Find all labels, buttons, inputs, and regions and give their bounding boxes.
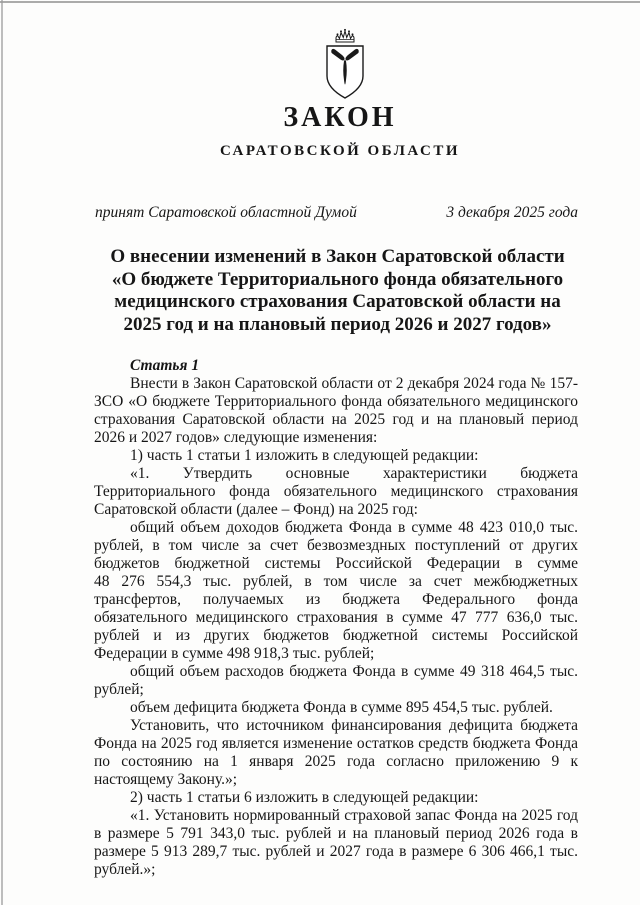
law-heading: ЗАКОН [283,102,397,133]
law-paragraph: объем дефицита бюджета Фонда в сумме 895 454,5 тыс. рублей. [130,699,553,716]
law-paragraph: 1) часть 1 статьи 1 изложить в следующей редакции: [130,447,479,464]
saratov-coat-of-arms-icon [322,27,368,101]
adoption-date: 3 декабря 2025 года [446,204,578,221]
law-paragraph: общий объем расходов бюджета Фонда в сумме 49 318 464,5 тыс. рублей; [94,663,578,698]
scan-edge-top [0,1,640,3]
law-paragraph: Статья 1 [130,357,200,374]
law-paragraph: «1. Установить нормированный страховой запас Фонда на 2025 год в размере 5 791 343,0 тыс. рублей и на плановый период 2026 года в размере 5 913 289,7 тыс. рублей и 2027 года в размере 6 306 466,1 тыс. рублей.»; [94,807,578,878]
law-title-line: медицинского страхования Саратовской области на [114,291,561,312]
law-paragraph: Установить, что источником финансирования дефицита бюджета Фонда на 2025 год является изменение остатков средств бюджета Фонда по состоянию на 1 января 2025 года согласно приложению 9 к настоящему Закону.»; [94,717,578,788]
law-title-line: О внесении изменений в Закон Саратовской области [110,246,565,267]
scan-edge-left [1,0,3,905]
law-paragraph: Внести в Закон Саратовской области от 2 декабря 2024 года № 157-ЗСО «О бюджете Территориального фонда обязательного медицинского страхования Саратовской области на 2025 год и на плановый период 2026 и 2027 годов» следующие изменения: [94,375,578,446]
law-body [94,357,578,879]
law-paragraph: 2) часть 1 статьи 6 изложить в следующей редакции: [130,789,479,806]
law-title-line: «О бюджете Территориального фонда обязательного [111,268,564,290]
region-subheading: САРАТОВСКОЙ ОБЛАСТИ [219,143,461,159]
law-paragraph: общий объем доходов бюджета Фонда в сумме 48 423 010,0 тыс. рублей, в том числе за счет безвозмездных поступлений от других бюджетов бюджетной системы Российской Федерации в сумме 48 276 554,3 тыс. рублей, в том числе за счет межбюджетных трансфертов, получаемых из бюджета Федерального фонда обязательного медицинского страхования в сумме 47 777 636,0 тыс. рублей и из других бюджетов бюджетной системы Российской Федерации в сумме 498 918,3 тыс. рублей; [94,519,578,662]
law-paragraph: «1. Утвердить основные характеристики бюджета Территориального фонда обязательного медицинского страхования Саратовской области (далее – Фонд) на 2025 год: [94,465,578,518]
law-title-line: 2025 год и на плановый период 2026 и 2027 годов» [123,313,552,335]
law-title [60,246,615,336]
adopted-by-label: принят Саратовской областной Думой [95,204,357,221]
adoption-row [95,203,578,222]
